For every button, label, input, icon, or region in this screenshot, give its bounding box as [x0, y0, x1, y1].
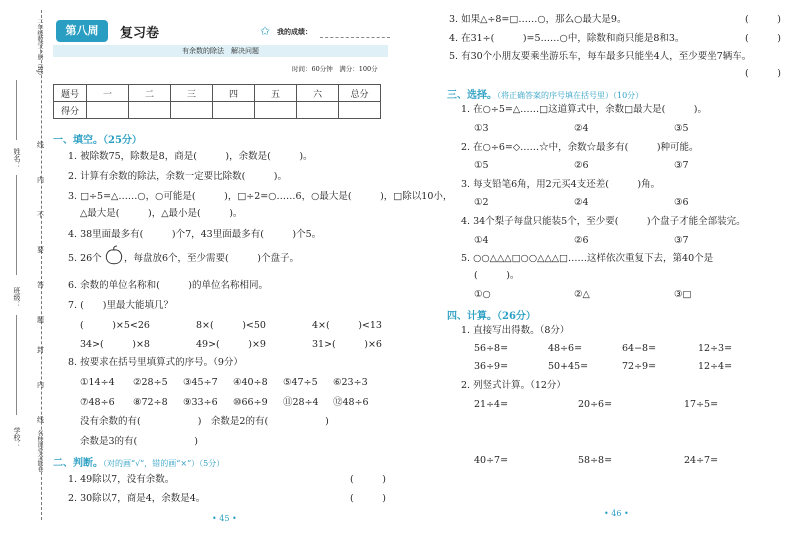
s1-q7-item: 49>( )×9 [196, 339, 266, 350]
s3-q4-option[interactable]: ②6 [574, 235, 589, 246]
s3-q1-option[interactable]: ③5 [674, 123, 689, 134]
left-page-number: • 45 • [212, 514, 237, 523]
s3-q3-option[interactable]: ①2 [474, 197, 489, 208]
s3-q1-option[interactable]: ①3 [474, 123, 489, 134]
s1-q4: 4. 38里面最多有( )个7，43里面最多有( )个5。 [68, 229, 322, 240]
s3-q5-option[interactable]: ①○ [474, 289, 491, 300]
s2-q1: 1. 49除以7，没有余数。 [68, 474, 175, 485]
s2-q1-answer[interactable]: ( ) [350, 474, 386, 485]
peach-icon [104, 245, 124, 271]
s4-p1: 1. 直接写出得数。（8分） [461, 325, 570, 336]
star-icon: ✩ [260, 24, 271, 38]
s3-q2: 2. 在○÷6=◇……☆中，余数☆最多有( )种可能。 [461, 142, 699, 153]
s1-q7-item: 34>( )×8 [80, 339, 150, 350]
s2-q2-answer[interactable]: ( ) [350, 493, 386, 504]
s2-q5-answer[interactable]: ( ) [745, 68, 781, 79]
s3-q3: 3. 每支铅笔6角，用2元买4支还差( )角。 [461, 179, 661, 190]
s1-q5a: 5. 26个 [68, 253, 102, 264]
s1-q7-item: 4×( )<13 [312, 320, 382, 331]
s3-q2-option[interactable]: ②6 [574, 160, 589, 171]
s1-q7-item: ( )×5<26 [80, 320, 150, 331]
binding-book-title: 二年级数学下册（RJ） [36, 18, 43, 79]
s1-q2: 2. 计算有余数的除法，余数一定要比除数( )。 [68, 171, 287, 182]
s1-q1: 1. 被除数75，除数是8，商是( )，余数是( )。 [68, 151, 313, 162]
section2-title: 二、判断。（对的画“√”，错的画“×”）（5分） [53, 458, 225, 469]
s2-q2: 2. 30除以7，商是4，余数是4。 [68, 493, 206, 504]
s1-q3b: △最大是( )，△最小是( )。 [80, 208, 243, 219]
s1-q7: 7. ( )里最大能填几？ [68, 300, 173, 311]
binding-tag: 名校课堂全能卷 [36, 430, 43, 472]
s3-q4-option[interactable]: ③7 [674, 235, 689, 246]
s3-q4-option[interactable]: ①4 [474, 235, 489, 246]
s3-q1-option[interactable]: ②4 [574, 123, 589, 134]
s2-q3-answer[interactable]: ( ) [745, 14, 781, 25]
s3-q4: 4. 34个梨子每盘只能装5个，至少要( )个盘子才能全部装完。 [461, 216, 746, 227]
binding-school-label: 学校： [13, 427, 21, 448]
binding-name-label: 姓名： [13, 148, 21, 169]
section4-title: 四、计算。（26分） [447, 311, 536, 322]
s3-q5a: 5. ○○△△△□○○△△△□……这样依次重复下去，第40个是 [461, 253, 714, 264]
week-badge: 第八周 [56, 20, 108, 42]
subtitle-band: 有余数的除法 解决问题 [53, 45, 388, 57]
s1-q3a: 3. □÷5=△……○，○可能是( )，□÷2=○……6，○最大是( )，□除以10小， [68, 191, 453, 202]
section3-title: 三、选择。（将正确答案的序号填在括号里）（10分） [447, 90, 644, 101]
s3-q3-option[interactable]: ③6 [674, 197, 689, 208]
s3-q2-option[interactable]: ③7 [674, 160, 689, 171]
s3-q5-option[interactable]: ③□ [674, 289, 692, 300]
s2-q4: 4. 在31÷( )=5……○中，除数和商只能是8和3。 [449, 33, 685, 44]
s1-q5b: ，每盘放6个，至少需要( )个盘子。 [124, 253, 299, 264]
s3-q3-option[interactable]: ②4 [574, 197, 589, 208]
score-table: 题号 一 二 三 四 五 六 总分 得分 [53, 84, 381, 119]
s3-q5-option[interactable]: ②△ [574, 289, 590, 300]
s1-q7-item: 8×( )<50 [196, 320, 266, 331]
binding-class-label: 班级： [13, 287, 21, 308]
page-title: 复习卷 [120, 26, 160, 41]
time-info: 时间：60分钟 满分：100分 [292, 65, 378, 73]
right-page-number: • 46 • [604, 509, 629, 518]
s1-q6: 6. 余数的单位名称和( )的单位名称相同。 [68, 280, 268, 291]
s1-q8a: 没有余数的有( ) 余数是2的有( ) [80, 416, 329, 427]
section1-title: 一、填空。（25分） [53, 135, 142, 146]
s2-q4-answer[interactable]: ( ) [745, 33, 781, 44]
s3-q1: 1. 在○÷5=△……□这道算式中，余数□最大是( )。 [461, 104, 708, 115]
s3-q5b: ( )。 [474, 270, 520, 281]
s1-q8b: 余数是3的有( ) [80, 436, 198, 447]
s3-q2-option[interactable]: ①5 [474, 160, 489, 171]
s2-q5: 5. 有30个小朋友要乘坐游乐车，每车最多只能坐4人，至少要坐7辆车。 [449, 51, 752, 62]
s1-q7-item: 31>( )×6 [312, 339, 382, 350]
s1-q8: 8. 按要求在括号里填算式的序号。（9分） [68, 357, 243, 368]
s4-p2: 2. 列竖式计算。（12分） [461, 380, 566, 391]
s2-q3: 3. 如果△÷8=□……○，那么○最大是9。 [449, 14, 627, 25]
grade-label: 我的成绩： [277, 27, 312, 36]
